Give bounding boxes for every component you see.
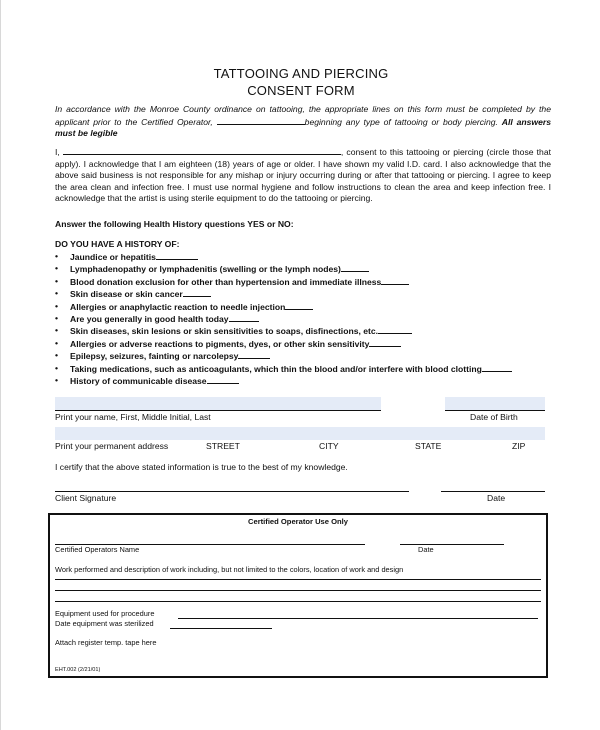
work-line-3[interactable] bbox=[55, 601, 541, 602]
answer-blank[interactable] bbox=[378, 325, 412, 334]
history-item-text: Blood donation exclusion for other than hypertension and immediate illness bbox=[70, 276, 382, 287]
operator-date-line[interactable] bbox=[400, 544, 504, 545]
history-item-text: History of communicable disease bbox=[70, 376, 207, 387]
history-item bbox=[55, 313, 555, 325]
bullet-icon: • bbox=[55, 300, 59, 311]
history-item-text: Lymphadenopathy or lymphadenitis (swelling or the lymph nodes) bbox=[70, 264, 341, 275]
consent-text: , consent to this tattooing or piercing (circle those that apply). I acknowledge that I am eighteen (18) years of age or older. I have shown my valid I.D. card. I also acknowledge that the above said business is not responsible for any mishap or injury occurring during or after that tattooing or piercing. I agree to keep the area clean and infection free. I must use normal hygiene and follow instructions to clean the area and keep infection free. I acknowledge that the artist is using sterile equipment to do the tattooing or piercing. bbox=[55, 147, 551, 204]
answer-blank[interactable] bbox=[341, 263, 369, 272]
signature-date-line[interactable] bbox=[441, 491, 545, 492]
form-code-footer: EHT.002 (2/21/01) bbox=[55, 667, 101, 673]
bullet-icon: • bbox=[55, 275, 59, 286]
bullet-icon: • bbox=[55, 263, 59, 274]
health-history-list bbox=[55, 251, 555, 387]
intro-text-part2: beginning any type of tattooing or body piercing. bbox=[304, 116, 498, 127]
history-item bbox=[55, 276, 555, 288]
history-item bbox=[55, 325, 555, 337]
answer-blank[interactable] bbox=[482, 363, 512, 372]
operator-date-label: Date bbox=[418, 545, 434, 554]
form-title-line1: TATTOOING AND PIERCING bbox=[213, 66, 389, 81]
address-label: Print your permanent address bbox=[55, 441, 169, 451]
address-field[interactable] bbox=[55, 427, 545, 440]
print-name-label: Print your name, First, Middle Initial, Last bbox=[55, 412, 211, 422]
history-item-text: Skin diseases, skin lesions or skin sensitivities to soaps, disfinections, etc. bbox=[70, 326, 379, 337]
consent-paragraph bbox=[55, 146, 551, 205]
history-item bbox=[55, 338, 555, 350]
equipment-sterilized-line[interactable] bbox=[170, 628, 272, 629]
answer-blank[interactable] bbox=[207, 375, 239, 384]
operator-blank[interactable] bbox=[217, 116, 305, 125]
history-item bbox=[55, 375, 555, 387]
dob-field[interactable] bbox=[445, 397, 545, 410]
equipment-sterilized-label: Date equipment was sterilized bbox=[55, 619, 154, 628]
city-label: CITY bbox=[319, 441, 339, 451]
street-label: STREET bbox=[206, 441, 240, 451]
history-item bbox=[55, 350, 555, 362]
signature-date-label: Date bbox=[487, 493, 506, 503]
equipment-used-line[interactable] bbox=[178, 618, 538, 619]
bullet-icon: • bbox=[55, 251, 59, 261]
history-item-text: Allergies or anaphylactic reaction to needle injection bbox=[70, 301, 286, 312]
bullet-icon: • bbox=[55, 350, 59, 361]
name-field[interactable] bbox=[55, 397, 381, 410]
answer-blank[interactable] bbox=[238, 350, 270, 359]
answer-blank[interactable] bbox=[381, 276, 409, 285]
history-item-text: Skin disease or skin cancer bbox=[70, 289, 183, 300]
answer-blank[interactable] bbox=[285, 301, 313, 310]
dob-underline bbox=[445, 410, 545, 411]
answer-blank[interactable] bbox=[229, 313, 259, 322]
intro-paragraph bbox=[55, 104, 551, 140]
intro-text-part1: In accordance with the Monroe County ordinance on tattooing, the appropriate lines on this form must be completed by the applicant prior to the Certified Operator, bbox=[55, 104, 551, 127]
consent-prefix: I, bbox=[55, 147, 60, 157]
history-item-text: Are you generally in good health today bbox=[70, 314, 229, 325]
answer-blank[interactable] bbox=[183, 288, 211, 297]
history-item-text: Epilepsy, seizures, fainting or narcolepsy bbox=[70, 351, 239, 362]
history-of-heading: DO YOU HAVE A HISTORY OF: bbox=[55, 239, 180, 249]
certify-statement: I certify that the above stated information is true to the best of my knowledge. bbox=[55, 462, 348, 472]
history-item-text: Allergies or adverse reactions to pigments, dyes, or other skin sensitivity bbox=[70, 338, 370, 349]
answer-blank[interactable] bbox=[369, 338, 401, 347]
bullet-icon: • bbox=[55, 288, 59, 299]
history-item bbox=[55, 301, 555, 313]
history-item-text: Jaundice or hepatitis bbox=[70, 252, 156, 262]
history-item bbox=[55, 288, 555, 300]
operator-name-label: Certified Operators Name bbox=[55, 545, 140, 554]
work-line-2[interactable] bbox=[55, 590, 541, 591]
zip-label: ZIP bbox=[512, 441, 526, 451]
history-item bbox=[55, 251, 555, 263]
bullet-icon: • bbox=[55, 375, 59, 386]
work-line-1[interactable] bbox=[55, 579, 541, 580]
name-underline bbox=[55, 410, 381, 411]
dob-label: Date of Birth bbox=[470, 412, 518, 422]
applicant-name-blank[interactable] bbox=[63, 146, 341, 155]
bullet-icon: • bbox=[55, 325, 59, 336]
answer-blank[interactable] bbox=[156, 251, 198, 260]
form-title-line2: CONSENT FORM bbox=[247, 83, 355, 98]
health-history-heading: Answer the following Health History questions YES or NO: bbox=[55, 219, 294, 229]
bullet-icon: • bbox=[55, 313, 59, 324]
history-item bbox=[55, 263, 555, 275]
bullet-icon: • bbox=[55, 362, 59, 373]
certified-operator-box bbox=[48, 513, 548, 678]
intro-bold-note: All answers must be legible bbox=[55, 116, 552, 139]
history-item-text: Taking medications, such as anticoagulants, which thin the blood and/or interfere with blood clotting bbox=[70, 363, 482, 374]
history-item bbox=[55, 363, 555, 375]
operator-box-title: Certified Operator Use Only bbox=[247, 517, 348, 526]
client-signature-label: Client Signature bbox=[55, 493, 117, 503]
equipment-used-label: Equipment used for procedure bbox=[55, 609, 155, 618]
state-label: STATE bbox=[415, 441, 442, 451]
bullet-icon: • bbox=[55, 337, 59, 348]
work-performed-label: Work performed and description of work including, but not limited to the colors, location of work and design bbox=[55, 565, 404, 574]
attach-tape-label: Attach register temp. tape here bbox=[55, 638, 157, 647]
signature-line[interactable] bbox=[55, 491, 409, 492]
